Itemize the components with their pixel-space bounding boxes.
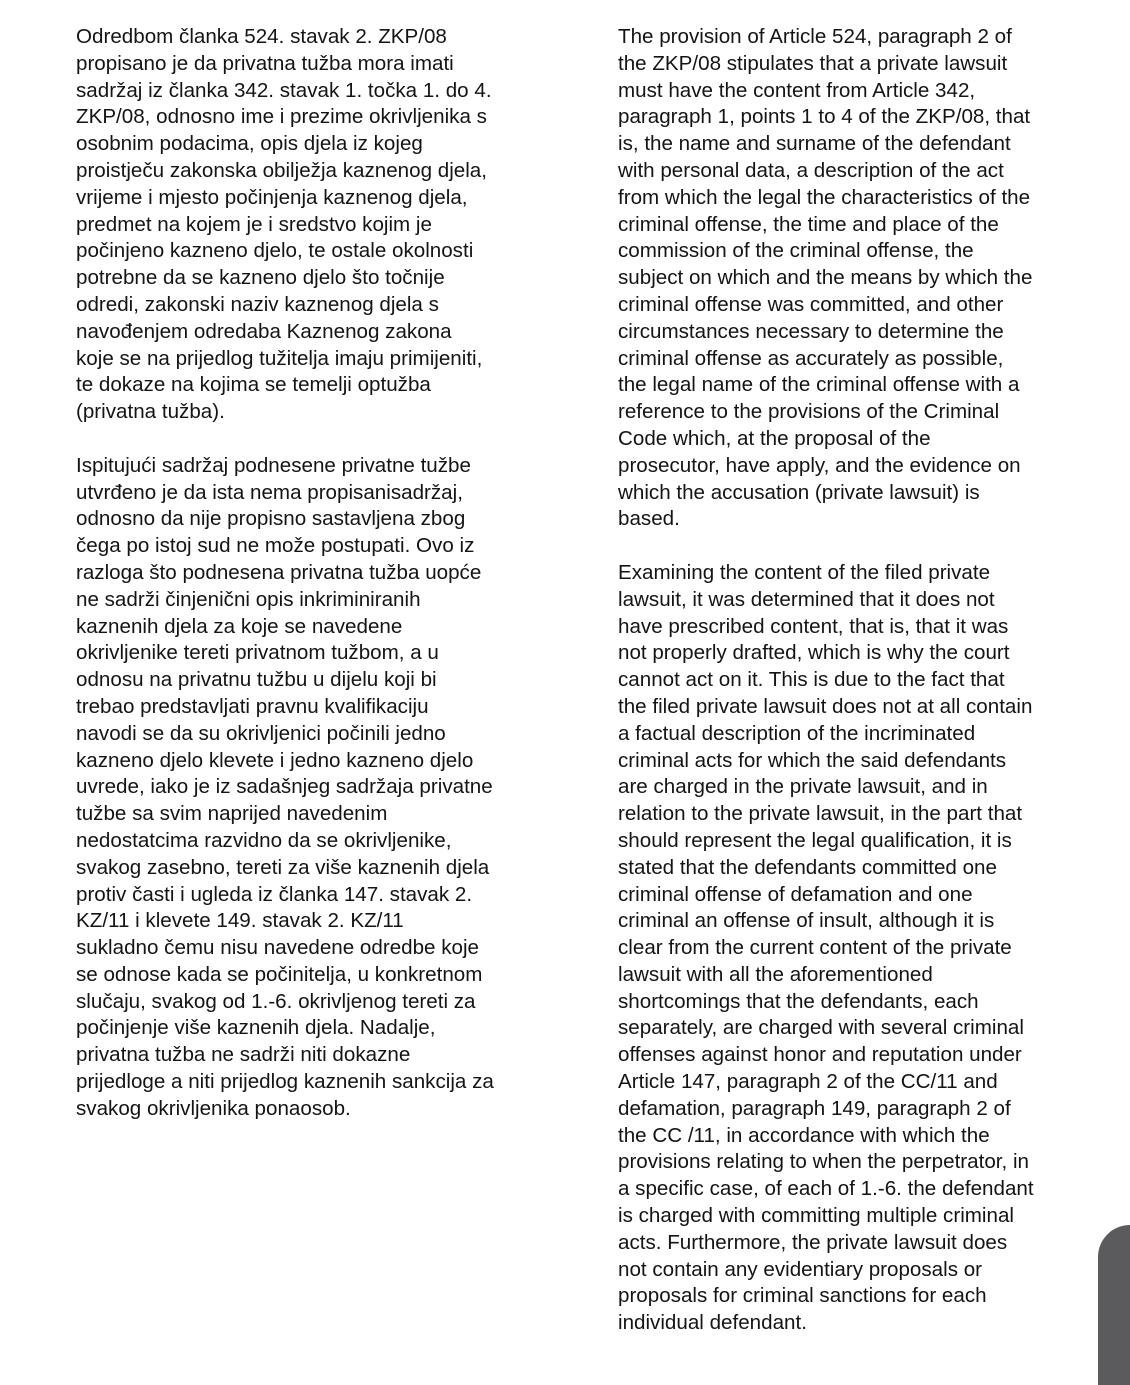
text-line: privatna tužba ne sadrži niti dokazne — [76, 1043, 411, 1067]
text-line: prijedloge a niti prijedlog kaznenih sankcija za — [76, 1070, 494, 1094]
text-line: čega po istoj sud ne može postupati. Ovo iz — [76, 534, 475, 558]
text-line: the CC /11, in accordance with which the — [618, 1123, 990, 1147]
text-line: Ispitujući sadržaj podnesene privatne tužbe — [76, 453, 471, 477]
text-line: (privatna tužba). — [76, 400, 225, 424]
text-line: criminal an offense of insult, although it is — [618, 909, 995, 933]
paragraph-article-524-hr — [76, 24, 562, 426]
text-line: kazneno djelo klevete i jedno kazneno djelo — [76, 748, 474, 772]
text-line: are charged in the private lawsuit, and in — [618, 775, 988, 799]
text-line: razloga što podnesena privatna tužba uopće — [76, 560, 482, 584]
text-line: the filed private lawsuit does not at all contain — [618, 694, 1033, 718]
text-line: the legal name of the criminal offense with a — [618, 373, 1020, 397]
croatian-text-column — [76, 24, 562, 1123]
text-line: with personal data, a description of the act — [618, 158, 1004, 182]
text-line: from which the legal the characteristics of the — [618, 185, 1031, 209]
text-line: utvrđeno je da ista nema propisanisadržaj, — [76, 480, 463, 504]
text-line: odnosno da nije propisno sastavljena zbog — [76, 507, 466, 531]
text-line: se odnose kada se počinitelja, u konkretnom — [76, 962, 483, 986]
text-line: a factual description of the incriminated — [618, 721, 976, 745]
text-line: based. — [618, 507, 680, 531]
text-line: Examining the content of the filed private — [618, 560, 991, 584]
text-line: nedostatcima razvidno da se okrivljenike, — [76, 828, 452, 852]
text-line: paragraph 1, points 1 to 4 of the ZKP/08, that — [618, 105, 1031, 129]
text-line: proposals for criminal sanctions for each — [618, 1284, 987, 1308]
paragraph-examination-hr — [76, 453, 562, 1123]
text-line: subject on which and the means by which the — [618, 266, 1033, 290]
text-line: proistječu zakonska obilježja kaznenog djela, — [76, 158, 487, 182]
text-line: a specific case, of each of 1.-6. the defendant — [618, 1177, 1034, 1201]
text-line: defamation, paragraph 149, paragraph 2 of — [618, 1096, 1011, 1120]
text-line: te dokaze na kojima se temelji optužba — [76, 373, 431, 397]
text-line: criminal acts for which the said defendants — [618, 748, 1007, 772]
text-line: which the accusation (private lawsuit) is — [618, 480, 980, 504]
text-line: počinjeno kazneno djelo, te ostale okolnosti — [76, 239, 474, 263]
text-line: trebao predstavljati pravnu kvalifikaciju — [76, 694, 429, 718]
text-line: kaznenih djela za koje se navedene — [76, 614, 403, 638]
text-line: odredi, zakonski naziv kaznenog djela s — [76, 292, 439, 316]
text-line: propisano je da privatna tužba mora imati — [76, 51, 454, 75]
text-line: is charged with committing multiple criminal — [618, 1204, 1014, 1228]
text-line: Odredbom članka 524. stavak 2. ZKP/08 — [76, 25, 447, 48]
text-line: shortcomings that the defendants, each — [618, 989, 979, 1013]
text-line: navođenjem odredaba Kaznenog zakona — [76, 319, 452, 343]
text-line: is, the name and surname of the defendant — [618, 132, 1011, 156]
text-line: odnosu na privatnu tužbu u dijelu koji bi — [76, 668, 437, 692]
text-line: uvrede, iako je iz sadašnjeg sadržaja privatne — [76, 775, 493, 799]
text-line: okrivljenike tereti privatnom tužbom, a u — [76, 641, 439, 665]
text-line: slučaju, svakog od 1.-6. okrivljenog tereti za — [76, 989, 476, 1013]
text-line: Code which, at the proposal of the — [618, 426, 931, 450]
text-line: sukladno čemu nisu navedene odredbe koje — [76, 936, 480, 960]
text-line: individual defendant. — [618, 1311, 807, 1335]
text-line: criminal offense as accurately as possible, — [618, 346, 1004, 370]
text-line: should represent the legal qualification, it is — [618, 828, 1012, 852]
text-line: have prescribed content, that is, that it was — [618, 614, 1009, 638]
text-line: potrebne da se kazneno djelo što točnije — [76, 266, 445, 290]
text-line: ZKP/08, odnosno ime i prezime okrivljenika s — [76, 105, 487, 129]
text-line: lawsuit with all the aforementioned — [618, 962, 933, 986]
text-line: reference to the provisions of the Criminal — [618, 400, 1000, 424]
text-line: not contain any evidentiary proposals or — [618, 1257, 983, 1281]
text-line: relation to the private lawsuit, in the part that — [618, 802, 1023, 826]
paragraph-examination-en — [618, 560, 1098, 1337]
english-text-column — [618, 24, 1098, 1337]
text-line: protiv časti i ugleda iz članka 147. stavak 2. — [76, 882, 473, 906]
text-line: criminal offense was committed, and other — [618, 292, 1004, 316]
text-line: osobnim podacima, opis djela iz kojeg — [76, 132, 423, 156]
paragraph-article-524-en — [618, 24, 1098, 533]
text-line: circumstances necessary to determine the — [618, 319, 1004, 343]
text-line: cannot act on it. This is due to the fact that — [618, 668, 1005, 692]
text-line: svakog okrivljenika ponaosob. — [76, 1096, 351, 1120]
text-line: prosecutor, have apply, and the evidence on — [618, 453, 1021, 477]
text-line: KZ/11 i klevete 149. stavak 2. KZ/11 — [76, 909, 404, 933]
text-line: acts. Furthermore, the private lawsuit does — [618, 1230, 1008, 1254]
text-line: tužbe sa svim naprijed navedenim — [76, 802, 388, 826]
text-line: clear from the current content of the private — [618, 936, 1012, 960]
text-line: vrijeme i mjesto počinjenja kaznenog djela, — [76, 185, 468, 209]
page-corner-tab — [1098, 1225, 1130, 1385]
text-line: criminal offense, the time and place of the — [618, 212, 999, 236]
text-line: The provision of Article 524, paragraph 2 of — [618, 25, 1012, 48]
text-line: stated that the defendants committed one — [618, 855, 997, 879]
text-line: not properly drafted, which is why the court — [618, 641, 1010, 665]
text-line: lawsuit, it was determined that it does not — [618, 587, 995, 611]
text-line: offenses against honor and reputation under — [618, 1043, 1022, 1067]
text-line: navodi se da su okrivljenici počinili jedno — [76, 721, 446, 745]
text-line: Article 147, paragraph 2 of the CC/11 and — [618, 1070, 998, 1094]
text-line: predmet na kojem je i sredstvo kojim je — [76, 212, 432, 236]
text-line: koje se na prijedlog tužitelja imaju primijeniti, — [76, 346, 483, 370]
text-line: separately, are charged with several criminal — [618, 1016, 1024, 1040]
text-line: počinjenje više kaznenih djela. Nadalje, — [76, 1016, 436, 1040]
text-line: ne sadrži činjenični opis inkriminiranih — [76, 587, 421, 611]
text-line: sadržaj iz članka 342. stavak 1. točka 1. do 4. — [76, 78, 492, 102]
text-line: commission of the criminal offense, the — [618, 239, 974, 263]
text-line: must have the content from Article 342, — [618, 78, 976, 102]
text-line: the ZKP/08 stipulates that a private lawsuit — [618, 51, 1008, 75]
text-line: provisions relating to when the perpetrator, in — [618, 1150, 1029, 1174]
text-line: svakog zasebno, tereti za više kaznenih djela — [76, 855, 490, 879]
text-line: criminal offense of defamation and one — [618, 882, 973, 906]
